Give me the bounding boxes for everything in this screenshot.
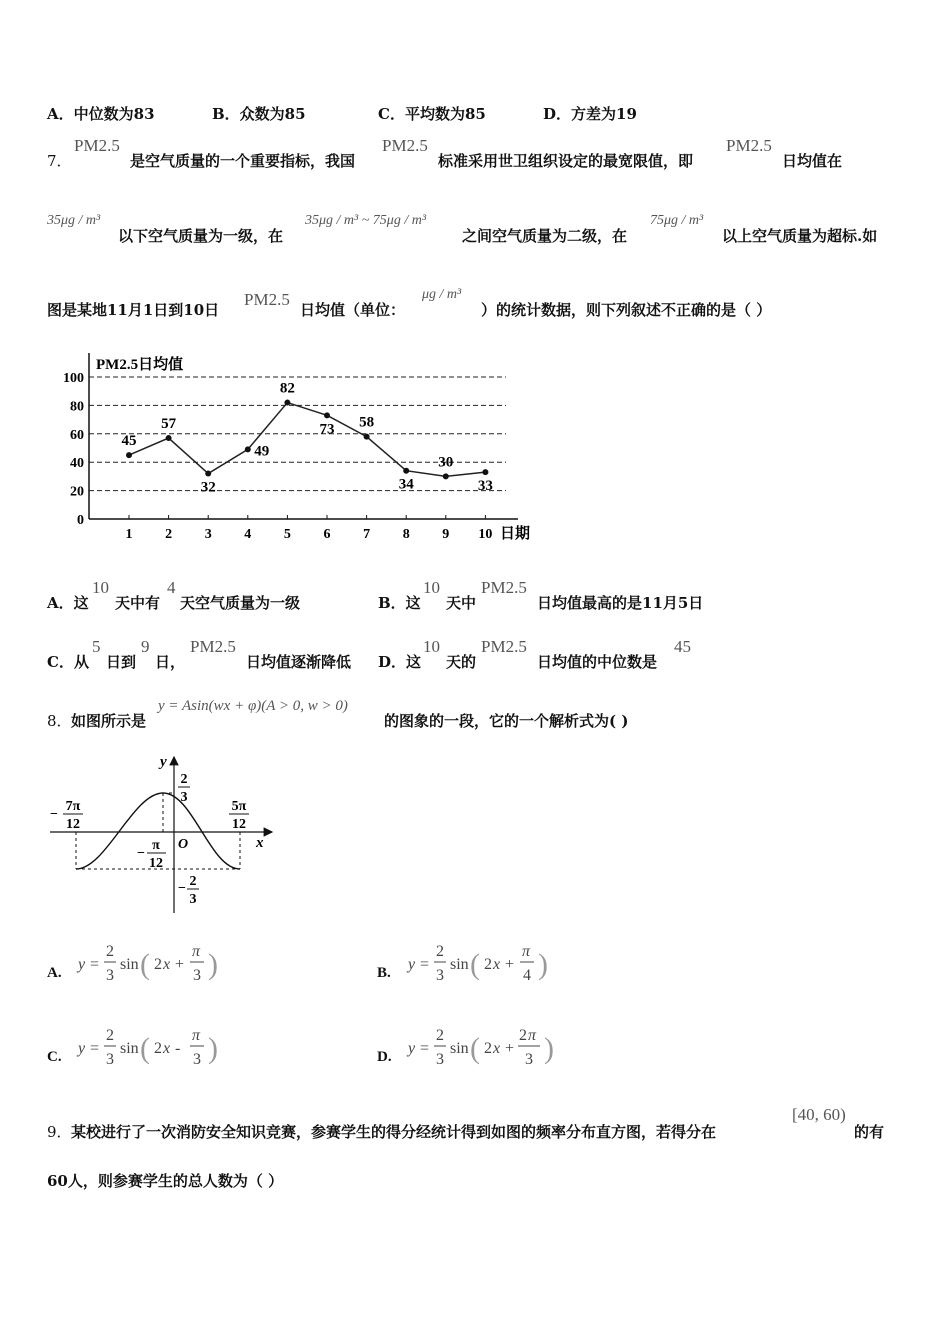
svg-text:): ) [544, 1032, 554, 1065]
mid-frac-den: 12 [149, 856, 163, 871]
svg-text:y: y [78, 956, 86, 973]
mid-frac-sign: − [137, 846, 145, 861]
x-tick-label: 1 [125, 527, 133, 542]
q7-option-d-part3: 日均值的中位数是 [537, 653, 658, 671]
q9-text-2: 的有 [854, 1123, 885, 1141]
data-label: 30 [438, 454, 454, 471]
svg-text:): ) [538, 948, 548, 981]
svg-text:(: ( [140, 948, 150, 981]
q9-text-3: 60人，则参赛学生的总人数为（ ） [47, 1172, 284, 1190]
data-label: 45 [121, 433, 137, 450]
x-tick-label: 10 [478, 527, 493, 542]
x-tick-label: 9 [442, 527, 450, 542]
q7-pm-1: PM2.5 [74, 136, 120, 155]
svg-text:x: x [493, 1040, 501, 1057]
svg-text:+: + [505, 956, 515, 973]
svg-text:2: 2 [436, 943, 444, 960]
svg-text:π: π [192, 1027, 201, 1044]
top-frac-den: 3 [180, 790, 188, 805]
q7-option-d-pm: PM2.5 [481, 637, 527, 656]
svg-text:(: ( [470, 1032, 480, 1065]
q7-option-b-part3: 日均值最高的是11月5日 [537, 594, 704, 612]
svg-text:2: 2 [106, 1027, 114, 1044]
q6-option-b: B．众数为85 [212, 105, 306, 123]
x-tick-label: 6 [323, 527, 331, 542]
q8-option-a-formula [74, 938, 244, 990]
q8-option-d-label: D. [377, 1049, 392, 1065]
q7-option-d-num1: 10 [423, 637, 440, 656]
q7-option-a-part3: 天空气质量为一级 [180, 594, 301, 612]
svg-text:2: 2 [154, 1040, 162, 1057]
svg-text:-: - [175, 1040, 181, 1057]
q6-option-c: C．平均数为85 [378, 105, 486, 123]
q8-number: 8． [47, 712, 72, 730]
right-frac-den: 12 [232, 817, 246, 832]
q9-number: 9． [47, 1123, 72, 1141]
data-point [403, 468, 409, 474]
left-frac-num: 7π [65, 799, 81, 814]
svg-text:π: π [528, 1027, 537, 1044]
svg-text:sin: sin [450, 1040, 469, 1057]
q7-option-d-part1: D．这 [378, 653, 422, 671]
svg-text:=: = [90, 1040, 100, 1057]
q6-option-d: D．方差为19 [543, 105, 637, 123]
data-point [443, 473, 449, 479]
q7-text-2: 标准采用世卫组织设定的最宽限值，即 [438, 152, 694, 170]
svg-text:(: ( [470, 948, 480, 981]
q8-text-1: 如图所示是 [71, 712, 147, 730]
svg-text:3: 3 [525, 1051, 533, 1068]
svg-text:): ) [208, 948, 218, 981]
svg-text:3: 3 [193, 1051, 201, 1068]
q7-text-3: 日均值在 [782, 152, 843, 170]
sine-graph [40, 745, 290, 915]
q9-text-1: 某校进行了一次消防安全知识竞赛，参赛学生的得分经统计得到如图的频率分布直方图，若得分在 [71, 1123, 717, 1141]
data-label: 34 [398, 476, 414, 493]
q7-pm-2: PM2.5 [382, 136, 428, 155]
svg-text:y: y [408, 1040, 416, 1057]
chart-title: PM2.5日均值 [96, 357, 184, 373]
q7-text-6: 以上空气质量为超标.如 [722, 227, 878, 245]
q7-option-b-num1: 10 [423, 578, 440, 597]
data-point [324, 412, 330, 418]
svg-text:): ) [208, 1032, 218, 1065]
q8-option-c-label: C. [47, 1049, 62, 1065]
chart-x-axis-label: 日期 [500, 526, 531, 542]
q7-option-c-part1: C．从 [47, 653, 89, 671]
q7-text-4: 以下空气质量为一级，在 [118, 227, 284, 245]
q7-option-c-pm: PM2.5 [190, 637, 236, 656]
svg-text:3: 3 [436, 1051, 444, 1068]
data-point [284, 400, 290, 406]
mid-frac-num: π [152, 838, 160, 853]
data-point [364, 434, 370, 440]
q7-option-d-part2: 天的 [446, 653, 477, 671]
svg-text:x: x [163, 956, 171, 973]
q7-unit: μg / m³ [422, 287, 462, 302]
q7-option-a-part1: A．这 [47, 594, 89, 612]
q7-text-1: 是空气质量的一个重要指标，我国 [130, 152, 356, 170]
q8-option-b-label: B. [377, 965, 391, 981]
svg-text:2: 2 [484, 1040, 492, 1057]
svg-text:4: 4 [523, 967, 531, 984]
q7-text-9: ）的统计数据，则下列叙述不正确的是（ ） [481, 301, 772, 319]
q7-option-b-pm: PM2.5 [481, 578, 527, 597]
graph-x-label: x [256, 835, 264, 851]
y-tick-label: 100 [63, 371, 84, 386]
svg-text:=: = [420, 1040, 430, 1057]
left-frac-sign: − [50, 807, 58, 822]
data-label: 32 [200, 479, 216, 496]
svg-text:2: 2 [436, 1027, 444, 1044]
right-frac-num: 5π [231, 799, 247, 814]
x-tick-label: 4 [244, 527, 252, 542]
svg-text:3: 3 [106, 967, 114, 984]
data-label: 82 [279, 380, 295, 397]
q7-option-c-part3: 日， [155, 653, 186, 671]
data-label: 58 [359, 414, 375, 431]
data-label: 33 [477, 478, 493, 495]
svg-text:3: 3 [193, 967, 201, 984]
x-tick-label: 2 [165, 527, 173, 542]
q8-option-a-label: A. [47, 965, 62, 981]
q7-math-35: 35μg / m³ [47, 213, 101, 228]
q7-pm-4: PM2.5 [244, 290, 290, 309]
q8-option-d-formula [404, 1022, 584, 1074]
svg-text:2: 2 [106, 943, 114, 960]
q6-option-a: A．中位数为83 [47, 105, 155, 123]
svg-text:=: = [90, 956, 100, 973]
left-frac-den: 12 [66, 817, 80, 832]
series-line [129, 403, 485, 477]
q7-text-7: 图是某地11月1日到10日 [47, 301, 220, 319]
q7-option-c-num2: 9 [141, 637, 150, 656]
q7-option-c-part4: 日均值逐渐降低 [246, 653, 352, 671]
data-point [245, 446, 251, 452]
q8-option-b-formula [404, 938, 574, 990]
svg-text:π: π [522, 943, 531, 960]
q8-text-2: 的图象的一段，它的一个解析式为( ) [384, 712, 629, 730]
q7-math-35-75: 35μg / m³ ~ 75μg / m³ [305, 213, 427, 228]
y-tick-label: 40 [70, 456, 84, 472]
y-tick-label: 80 [70, 399, 84, 415]
graph-origin: O [178, 837, 189, 852]
svg-text:3: 3 [436, 967, 444, 984]
top-frac-num: 2 [180, 772, 188, 787]
svg-text:x: x [493, 956, 501, 973]
q7-option-a-part2: 天中有 [115, 594, 161, 612]
x-tick-label: 5 [283, 527, 291, 542]
y-tick-label: 60 [70, 427, 84, 443]
svg-text:2: 2 [519, 1027, 527, 1044]
svg-text:=: = [420, 956, 430, 973]
svg-text:2: 2 [484, 956, 492, 973]
pm25-line-chart [50, 345, 550, 545]
svg-text:+: + [175, 956, 185, 973]
bot-frac-num: 2 [189, 874, 197, 889]
svg-text:y: y [78, 1040, 86, 1057]
q7-option-b-part2: 天中 [446, 594, 477, 612]
q7-text-5: 之间空气质量为二级，在 [462, 227, 628, 245]
y-tick-label: 0 [77, 513, 84, 528]
data-point [166, 435, 172, 441]
q7-option-d-num2: 45 [674, 637, 691, 656]
q7-option-c-num1: 5 [92, 637, 101, 656]
svg-text:sin: sin [450, 956, 469, 973]
x-tick-label: 8 [402, 527, 410, 542]
bot-frac-den: 3 [189, 892, 197, 907]
q7-number: 7． [47, 152, 72, 170]
svg-text:(: ( [140, 1032, 150, 1065]
bot-frac-sign: − [178, 881, 186, 896]
graph-y-label: y [160, 754, 167, 770]
y-tick-label: 20 [70, 484, 84, 500]
q7-option-a-num1: 10 [92, 578, 109, 597]
svg-text:sin: sin [120, 956, 139, 973]
q7-option-c-part2: 日到 [106, 653, 137, 671]
data-point [482, 469, 488, 475]
x-tick-label: 3 [204, 527, 212, 542]
data-point [205, 471, 211, 477]
svg-text:+: + [505, 1040, 515, 1057]
svg-text:π: π [192, 943, 201, 960]
svg-text:3: 3 [106, 1051, 114, 1068]
q9-interval: [40, 60) [792, 1105, 846, 1124]
q8-formula: y = Asin(wx + φ)(A > 0, w > 0) [158, 698, 348, 714]
q7-option-a-num2: 4 [167, 578, 176, 597]
q8-option-c-formula [74, 1022, 244, 1074]
q7-text-8: 日均值（单位： [300, 301, 406, 319]
data-point [126, 452, 132, 458]
svg-text:2: 2 [154, 956, 162, 973]
data-label: 73 [319, 421, 335, 438]
data-label: 49 [254, 443, 270, 460]
svg-text:y: y [408, 956, 416, 973]
q7-pm-3: PM2.5 [726, 136, 772, 155]
x-tick-label: 7 [363, 527, 371, 542]
q7-math-75: 75μg / m³ [650, 213, 704, 228]
q7-option-b-part1: B．这 [378, 594, 421, 612]
svg-text:x: x [163, 1040, 171, 1057]
data-label: 57 [161, 416, 177, 433]
svg-text:sin: sin [120, 1040, 139, 1057]
